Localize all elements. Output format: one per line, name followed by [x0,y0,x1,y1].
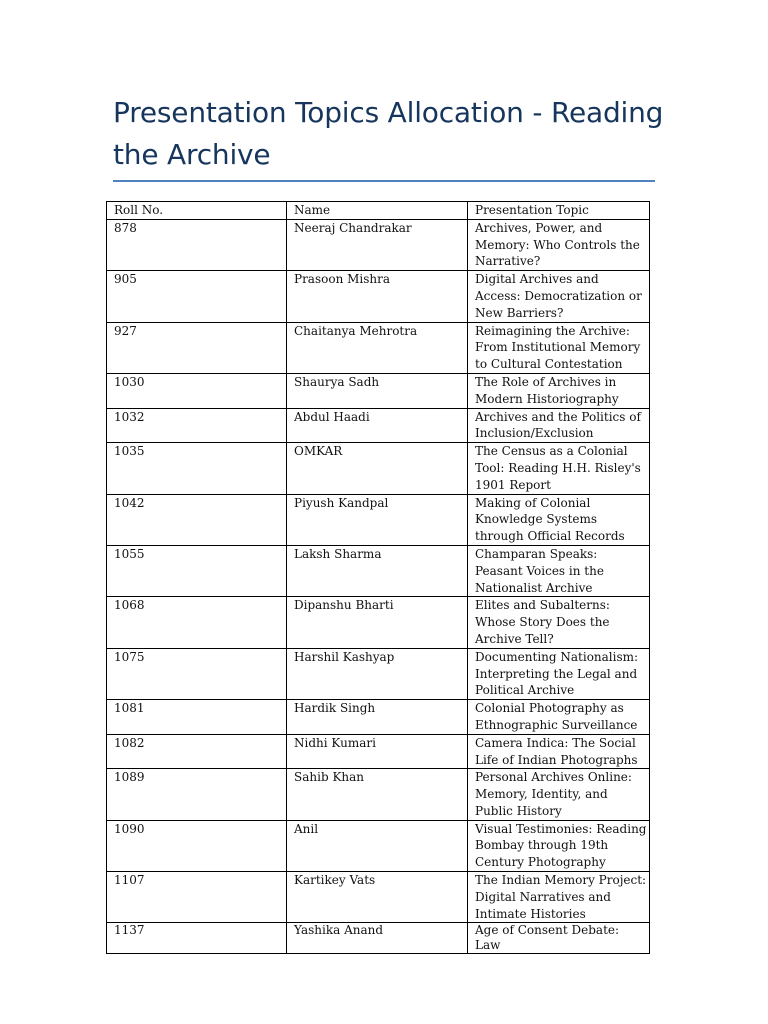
roll-no-cell: 1035 [107,443,287,494]
topic-cell: Archives and the Politics of Inclusion/Exclusion [468,408,650,443]
name-cell: Prasoon Mishra [287,271,468,322]
roll-no-cell: 1137 [107,923,287,954]
title-underline [113,180,655,182]
table-row [107,322,650,373]
table-row [107,700,650,735]
topic-cell: The Role of Archives in Modern Historiography [468,373,650,408]
roll-no-cell: 1075 [107,648,287,699]
table-row [107,443,650,494]
topic-cell: Digital Archives and Access: Democratization or New Barriers? [468,271,650,322]
name-cell: Nidhi Kumari [287,734,468,769]
roll-no-cell: 1030 [107,373,287,408]
table-row [107,271,650,322]
topic-cell: Making of Colonial Knowledge Systems through Official Records [468,494,650,545]
topic-cell: Elites and Subalterns: Whose Story Does the Archive Tell? [468,597,650,648]
roll-no-cell: 1082 [107,734,287,769]
topic-cell: Reimagining the Archive: From Institutional Memory to Cultural Contestation [468,322,650,373]
table-row [107,494,650,545]
name-cell: OMKAR [287,443,468,494]
topic-cell: Archives, Power, and Memory: Who Controls the Narrative? [468,219,650,270]
name-cell: Dipanshu Bharti [287,597,468,648]
topic-cell: Colonial Photography as Ethnographic Surveillance [468,700,650,735]
roll-no-cell: 1090 [107,820,287,871]
roll-no-cell: 1107 [107,872,287,923]
name-cell: Hardik Singh [287,700,468,735]
name-cell: Piyush Kandpal [287,494,468,545]
roll-no-cell: 1032 [107,408,287,443]
table-header-row [107,202,650,220]
header-roll-no: Roll No. [107,202,287,220]
name-cell: Laksh Sharma [287,545,468,596]
table-row [107,769,650,820]
name-cell: Abdul Haadi [287,408,468,443]
topic-cell: The Census as a Colonial Tool: Reading H.H. Risley's 1901 Report [468,443,650,494]
table-row [107,373,650,408]
name-cell: Neeraj Chandrakar [287,219,468,270]
page-title: Presentation Topics Allocation - Reading the Archive [113,96,664,171]
table-row [107,734,650,769]
name-cell: Shaurya Sadh [287,373,468,408]
table-row [107,597,650,648]
topic-cell: The Indian Memory Project: Digital Narratives and Intimate Histories [468,872,650,923]
name-cell: Harshil Kashyap [287,648,468,699]
table-row [107,648,650,699]
roll-no-cell: 1055 [107,545,287,596]
table-row [107,219,650,270]
topic-cell: Personal Archives Online: Memory, Identity, and Public History [468,769,650,820]
table-row [107,923,650,954]
roll-no-cell: 1068 [107,597,287,648]
table-row [107,545,650,596]
roll-no-cell: 1089 [107,769,287,820]
topic-cell: Visual Testimonies: Reading Bombay through 19th Century Photography [468,820,650,871]
name-cell: Sahib Khan [287,769,468,820]
roll-no-cell: 905 [107,271,287,322]
name-cell: Kartikey Vats [287,872,468,923]
table-row [107,872,650,923]
topic-cell: Documenting Nationalism: Interpreting the Legal and Political Archive [468,648,650,699]
roll-no-cell: 878 [107,219,287,270]
table-row [107,820,650,871]
roll-no-cell: 1042 [107,494,287,545]
name-cell: Anil [287,820,468,871]
topic-cell: Age of Consent Debate: Law [468,923,650,954]
topic-cell: Champaran Speaks: Peasant Voices in the Nationalist Archive [468,545,650,596]
header-presentation-topic: Presentation Topic [468,202,650,220]
topic-cell: Camera Indica: The Social Life of Indian Photographs [468,734,650,769]
table-row [107,408,650,443]
roll-no-cell: 1081 [107,700,287,735]
allocation-table [106,201,650,954]
roll-no-cell: 927 [107,322,287,373]
name-cell: Yashika Anand [287,923,468,954]
header-name: Name [287,202,468,220]
name-cell: Chaitanya Mehrotra [287,322,468,373]
